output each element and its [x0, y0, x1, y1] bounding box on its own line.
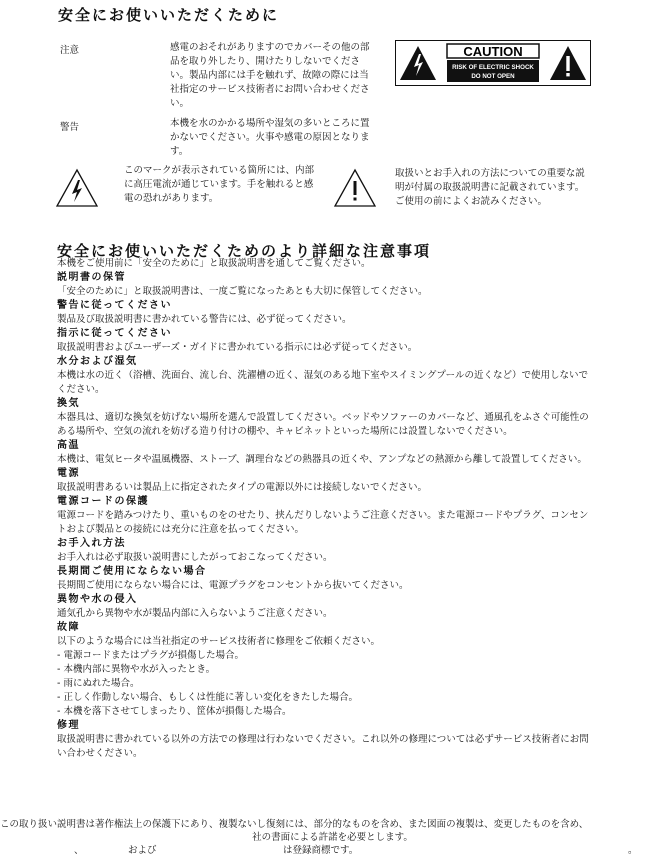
caution-word: CAUTION: [463, 44, 523, 59]
details-title: 安全にお使いいただくためのより詳細な注意事項: [57, 242, 432, 260]
warning-text: 本機を水のかかる場所や湿気の多いところに置かないでください。火事や感電の原因となります。: [170, 118, 370, 157]
section-text: - 本機を落下させてしまったり、筐体が損傷した場合。: [57, 706, 292, 717]
bolt-mark-text: このマークが表示されている箇所には、内部に高圧電流が通じています。手を触れると感電の恐れがあります。: [124, 165, 315, 204]
footer-line-1: この取り扱い説明書は著作権法上の保護下にあり、複製ないし復刻には、部分的なものを含め、また図面の複製は、変更したものを含め、: [0, 819, 589, 830]
section-text: 本機は水の近く（浴槽、洗面台、流し台、洗濯槽の近く、湿気のある地下室やスイミングプールの近くなど）で使用しないでください。: [57, 370, 588, 395]
footer-trademark: は登録商標です。: [283, 845, 359, 856]
section-heading: 異物や水の侵入: [57, 594, 138, 605]
page-title: 安全にお使いいただくために: [58, 6, 280, 24]
section-text: 取扱説明書あるいは製品上に指定されたタイプの電源以外には接続しないでください。: [57, 482, 428, 493]
footer-sep: 、: [74, 845, 84, 856]
section-text: 「安全のために」と取扱説明書は、一度ご覧になったあとも大切に保管してください。: [57, 286, 428, 297]
details-intro: 本機をご使用前に「安全のために」と取扱説明書を通してご覧ください。: [57, 258, 371, 269]
section-heading: 故障: [57, 622, 80, 633]
lightning-bolt-icon: [55, 168, 99, 208]
footer-line-2: 社の書面による許諾を必要とします。: [252, 832, 413, 843]
section-text: 取扱説明書に書かれている以外の方法での修理は行わないでください。これ以外の修理については必ずサービス技術者にお問い合わせください。: [57, 734, 589, 759]
section-text: - 電源コードまたはプラグが損傷した場合。: [57, 650, 244, 661]
section-heading: 警告に従ってください: [57, 300, 172, 311]
caution-label: 注意: [60, 45, 80, 56]
section-heading: 指示に従ってください: [57, 328, 172, 339]
section-text: 以下のような場合には当社指定のサービス技術者に修理をご依頼ください。: [57, 636, 381, 647]
exclamation-icon: [333, 168, 377, 208]
section-heading: 長期間ご使用にならない場合: [57, 566, 207, 577]
caution-text: 感電のおそれがありますのでカバーその他の部品を取り外したり、開けたりしないでください。製品内部には手を触れず、故障の際には当社指定のサービス技術者にお問い合わせください。: [170, 42, 370, 109]
section-text: 本機は、電気ヒータや温風機器、ストーブ、調理台などの熱器具の近くや、アンプなどの熱源から離して設置してください。: [57, 454, 587, 465]
section-text: お手入れは必ず取扱い説明書にしたがっておこなってください。: [57, 552, 333, 563]
footer-and: および: [128, 845, 157, 856]
section-text: 長期間ご使用にならない場合には、電源プラグをコンセントから抜いてください。: [57, 580, 409, 591]
exclaim-mark-text: 取扱いとお手入れの方法についての重要な説明が付属の取扱説明書に記載されています。ご使用の前によくお読みください。: [395, 168, 585, 207]
section-heading: 電源: [57, 468, 80, 479]
details-section: [57, 257, 597, 761]
section-text: 取扱説明書およびユーザーズ・ガイドに書かれている指示には必ず従ってください。: [57, 342, 418, 353]
section-text: 製品及び取扱説明書に書かれている警告には、必ず従ってください。: [57, 314, 352, 325]
caution-shock-label: [395, 40, 591, 86]
section-heading: 説明書の保管: [57, 272, 126, 283]
section-text: 電源コードを踏みつけたり、重いものをのせたり、挟んだりしないようご注意ください。また電源コードやプラグ、コンセントおよび製品との接続には充分に注意を払ってください。: [57, 510, 589, 535]
section-text: - 本機内部に異物や水が入ったとき。: [57, 664, 216, 675]
footer-period: 。: [628, 845, 638, 856]
section-text: 通気孔から異物や水が製品内部に入らないようご注意ください。: [57, 608, 333, 619]
section-heading: 水分および湿気: [57, 356, 138, 367]
section-text: - 雨にぬれた場合。: [57, 678, 140, 689]
section-heading: お手入れ方法: [57, 538, 126, 549]
section-heading: 修理: [57, 720, 80, 731]
warning-label: 警告: [60, 122, 80, 133]
caution-line2: DO NOT OPEN: [471, 73, 515, 80]
section-heading: 電源コードの保護: [57, 496, 149, 507]
section-heading: 換気: [57, 398, 80, 409]
section-text: - 正しく作動しない場合、もしくは性能に著しい変化をきたした場合。: [57, 692, 358, 703]
caution-line1: RISK OF ELECTRIC SHOCK: [452, 64, 534, 71]
section-heading: 高温: [57, 440, 80, 451]
section-text: 本器具は、適切な換気を妨げない場所を選んで設置してください。ベッドやソファーのカバーなど、通風孔をふさぐ可能性のある場所や、空気の流れを妨げる造り付けの棚や、キャビネットといった場所には設置しないでください。: [57, 412, 589, 437]
